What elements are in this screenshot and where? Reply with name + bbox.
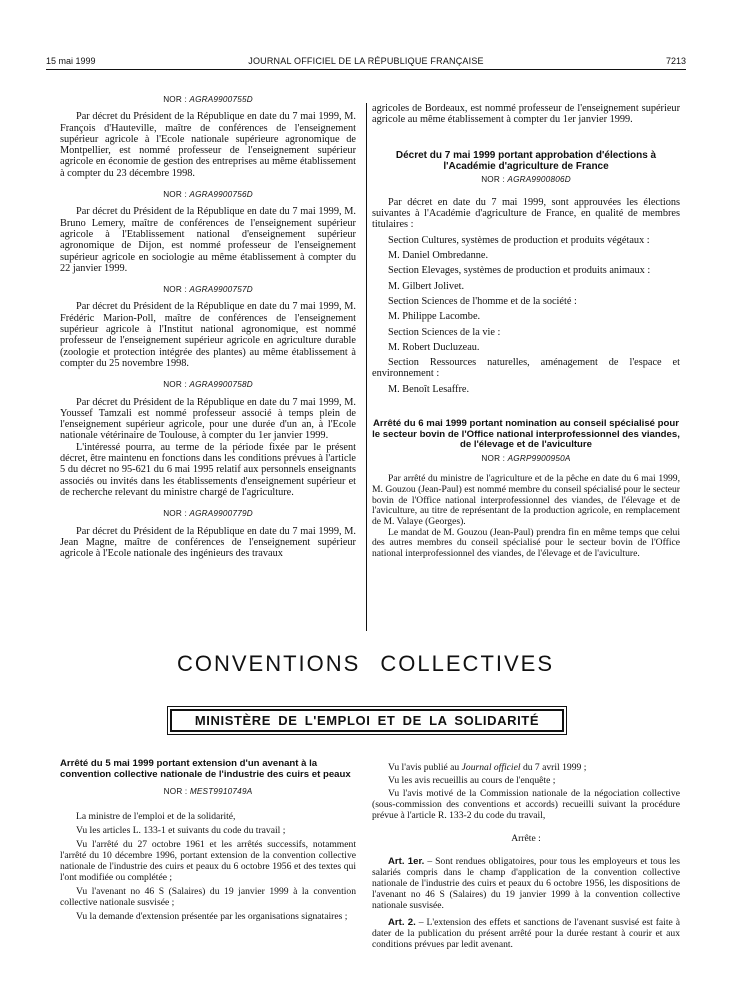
arrete-title: Arrêté du 5 mai 1999 portant extension d'un avenant à la convention collective nationale de l'industrie des cuirs et peaux <box>60 758 351 780</box>
right-column <box>372 103 680 560</box>
arrete-paragraph: Vu l'avis motivé de la Commission nationale de la négociation collective (sous-commission des conventions et accords) recueilli suivant la procédure prévue à l'article R. 133-2 du code du travail, <box>372 788 680 821</box>
section-heading: CONVENTIONS COLLECTIVES <box>176 651 555 676</box>
section-name: Section Cultures, systèmes de production et produits végétaux : <box>388 234 650 246</box>
nor-reference: NOR : AGRA9900755D <box>163 95 253 104</box>
nor-reference: NOR : AGRA9900756D <box>163 190 253 200</box>
decree-paragraph: Par décret du Président de la République en date du 7 mai 1999, M. Jean Magne, maître de conférences de l'enseignement supérieur agricole à l'Ecole nationale des ingénieurs des travaux <box>60 525 356 560</box>
decree-paragraph: L'intéressé pourra, au terme de la période fixée par le présent décret, être maintenu en fonctions dans les conditions prévues à l'article 5 du décret no 95-621 du 6 mai 1995 relatif aux personnels enseignants associés ou invités dans les établissements d'enseignement supérieur et de recherche relevant du ministre chargé de l'agriculture. <box>60 441 356 498</box>
nor-reference: NOR : AGRA9900779D <box>163 509 253 519</box>
article-paragraph: Art. 2. – L'extension des effets et sanctions de l'avenant susvisé est faite à dater de la publication du présent arrêté pour la durée restant à courir et aux conditions prévues par ledit avenant. <box>372 917 680 950</box>
member-name: M. Gilbert Jolivet. <box>388 280 465 292</box>
nor-reference: NOR : MEST9910749A <box>163 787 253 797</box>
arrete-paragraph: Le mandat de M. Gouzou (Jean-Paul) prendra fin en même temps que celui des autres membres du conseil spécialisé pour le secteur bovin de l'Office national interprofessionnel des viandes, de l'élevage et de l'aviculture. <box>372 526 680 560</box>
decree-title: Décret du 7 mai 1999 portant approbation d'élections à l'Académie d'agriculture de France <box>395 149 657 172</box>
arrete-title: Arrêté du 6 mai 1999 portant nomination au conseil spécialisé pour le secteur bovin de l'Office national interprofessionnel des viandes, de l'élevage et de l'aviculture <box>372 418 680 451</box>
section-name: Section Ressources naturelles, aménagement de l'espace et environnement : <box>372 357 680 380</box>
arrete-paragraph: Vu l'avenant no 46 S (Salaires) du 19 janvier 1999 à la convention collective nationale susvisée ; <box>60 886 356 909</box>
decree-paragraph: Par décret en date du 7 mai 1999, sont approuvées les élections suivantes à l'Académie d'agriculture de France, en qualité de membres titulaires : <box>372 196 680 231</box>
continued-paragraph: agricoles de Bordeaux, est nommé professeur de l'enseignement supérieur agricole au même établissement à compter du 1er janvier 1999. <box>372 103 680 126</box>
decree-paragraph: Par décret du Président de la République en date du 7 mai 1999, M. François d'Hauteville, maître de conférences de l'enseignement supérieur agricole à l'Ecole nationale supérieure agronomique de Montpellier, est nommé professeur de l'enseignement supérieur agricole en économie de gestion des entreprises au même établissement à compter du 23 décembre 1998. <box>60 111 356 179</box>
arrete-paragraph: Vu les avis recueillis au cours de l'enquête ; <box>388 775 556 786</box>
decree-paragraph: Par décret du Président de la République en date du 7 mai 1999, M. Frédéric Marion-Poll, maître de conférences de l'enseignement supérieur agricole à l'Institut national agronomique, est nommé professeur de l'enseignement supérieur agricole en agriculture durable (zoologie et protection intégrée des plantes) au même établissement à compter du 25 novembre 1998. <box>60 301 356 369</box>
bottom-right-column <box>372 762 680 950</box>
section-name: Section Elevages, systèmes de production et produits animaux : <box>388 265 651 277</box>
header-date: 15 mai 1999 <box>46 56 96 66</box>
member-name: M. Philippe Lacombe. <box>388 311 481 323</box>
nor-reference: NOR : AGRP9900950A <box>481 453 571 463</box>
decree-paragraph: Par décret du Président de la République en date du 7 mai 1999, M. Bruno Lemery, maître de conférences de l'enseignement supérieur agricole à l'Etablissement national d'enseignement supérieur agronomique de Dijon, est nommé professeur de l'enseignement supérieur agricole en sociologie au même établissement à compter du 22 janvier 1999. <box>60 206 356 274</box>
member-name: M. Robert Ducluzeau. <box>388 341 480 353</box>
header-page-number: 7213 <box>665 56 686 66</box>
running-header <box>46 56 686 70</box>
nor-reference: NOR : AGRA9900757D <box>163 285 253 295</box>
member-name: M. Benoît Lesaffre. <box>388 383 470 395</box>
arrete-paragraph: Vu les articles L. 133-1 et suivants du code du travail ; <box>76 825 286 837</box>
arrete-paragraph: Vu l'avis publié au Journal officiel du 7 avril 1999 ; <box>388 762 587 773</box>
arrete-paragraph: Vu l'arrêté du 27 octobre 1961 et les arrêtés successifs, notamment l'arrêté du 10 décembre 1996, portant extension de la convention collective nationale de l'industrie des cuirs et peaux du 6 octobre 1956 et des textes qui l'ont modifiée ou complétée ; <box>60 839 356 884</box>
section-name: Section Sciences de l'homme et de la société : <box>388 295 577 307</box>
nor-reference: NOR : AGRA9900806D <box>481 174 571 184</box>
decree-paragraph: Par décret du Président de la République en date du 7 mai 1999, M. Youssef Tamzali est nommé professeur associé à temps plein de l'enseignement supérieur agricole, pour une durée d'un an, à l'Ecole nationale vétérinaire de Toulouse, à compter du 1er janvier 1999. <box>60 396 356 442</box>
ministry-box <box>167 706 567 735</box>
section-name: Section Sciences de la vie : <box>388 326 501 338</box>
article-paragraph: Art. 1er. – Sont rendues obligatoires, pour tous les employeurs et tous les salariés compris dans le champ d'application de la convention collective nationale de l'industrie des cuirs et peaux du 6 octobre 1956, les dispositions de l'avenant no 46 S (Salaires) du 19 janvier 1999 à la convention collective nationale susvisée. <box>372 856 681 911</box>
nor-reference: NOR : AGRA9900758D <box>163 380 253 390</box>
column-divider <box>366 103 367 631</box>
member-name: M. Daniel Ombredanne. <box>388 250 489 262</box>
header-rule <box>46 69 686 70</box>
arrete-paragraph: Par arrêté du ministre de l'agriculture et de la pêche en date du 6 mai 1999, M. Gouzou (Jean-Paul) est nommé membre du conseil spécialisé pour le secteur bovin de l'Office national interprofessionnel des viandes, de l'élevage et de l'aviculture, au titre de représentant de la production agricole, en remplacement de M. Valaye (Georges). <box>372 473 680 527</box>
left-column <box>60 94 356 559</box>
arrete-keyword: Arrête : <box>511 833 541 844</box>
ministry-title: MINISTÈRE DE L'EMPLOI ET DE LA SOLIDARITÉ <box>170 709 564 732</box>
arrete-paragraph: La ministre de l'emploi et de la solidarité, <box>76 811 236 823</box>
bottom-left-column <box>60 759 356 922</box>
header-journal-title: JOURNAL OFFICIEL DE LA RÉPUBLIQUE FRANÇAISE <box>248 56 484 66</box>
arrete-paragraph: Vu la demande d'extension présentée par les organisations signataires ; <box>76 911 348 923</box>
